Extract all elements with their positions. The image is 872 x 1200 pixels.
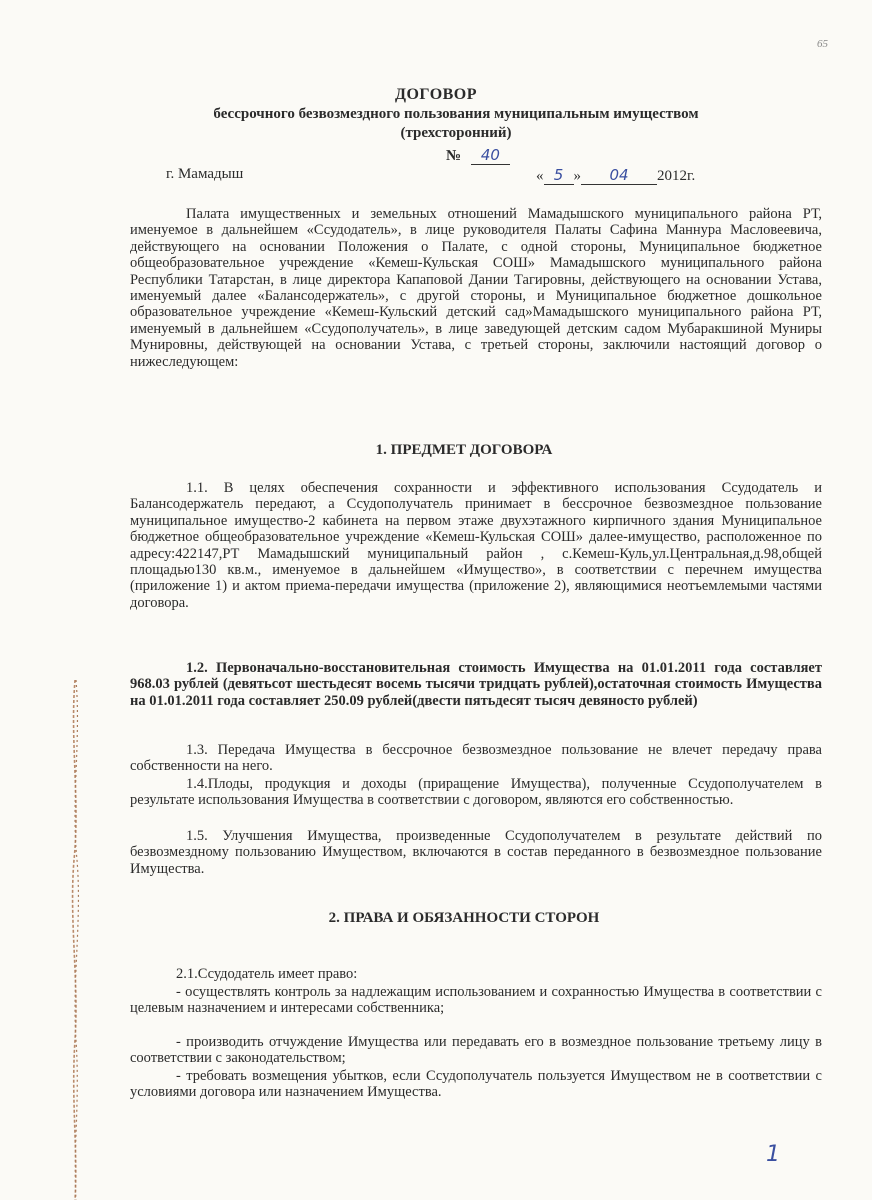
date-close-quote: » <box>573 168 581 184</box>
contract-number <box>446 146 510 165</box>
clause-1-4: 1.4.Плоды, продукция и доходы (приращение Имущества), полученные Ссудополучателем в результате использования Имущества в соответствии с договором, являются его собственностью. <box>130 776 822 809</box>
number-value: 40 <box>471 146 510 165</box>
document-subtitle-type: (трехсторонний) <box>400 125 512 141</box>
date-day: 5 <box>544 166 574 185</box>
date-year: 2012г. <box>657 168 696 184</box>
number-label: № <box>446 148 462 164</box>
clause-1-1: 1.1. В целях обеспечения сохранности и эффективного использования Ссудодатель и Балансодержатель передают, а Ссудополучатель принимает в бессрочное безвозмездное пользование муниципальное имущество-2 кабинета на первом этаже двухэтажного кирпичного здания Муниципальное бюджетное общеобразовательное учреждение «Кемеш-Кульская СОШ» далее-имущество, расположенное по адресу:422147,РТ Мамадышский муниципальный район , с.Кемеш-Куль,ул.Центральная,д.98,общей площадью130 кв.м., именуемое в дальнейшем «Имущество», в соответствии с перечнем имущества (приложение 1) и актом приема-передачи имущества (приложение 2), являющимися неотъемлемыми частями договора. <box>130 480 822 611</box>
document-title: ДОГОВОР <box>394 86 478 103</box>
clause-1-5: 1.5. Улучшения Имущества, произведенные Ссудополучателем в результате действий по безвозмездному пользованию Имуществом, включаются в состав переданного в безвозмездное пользование Имущества. <box>130 828 822 877</box>
corner-mark: 65 <box>817 38 828 50</box>
clause-1-2: 1.2. Первоначально-восстановительная стоимость Имущества на 01.01.2011 года составляет 968.03 рублей (девятьсот шестьдесят восемь тысячи тридцать рублей),остаточная стоимость Имущества на 01.01.2011 года составляет 250.09 рублей(двести пятьдесят тысяч девяносто рублей) <box>130 660 822 709</box>
page-number: 1 <box>766 1142 780 1167</box>
document-subtitle: бессрочного безвозмездного пользования муниципальным имуществом <box>213 106 699 122</box>
date-open-quote: « <box>536 168 544 184</box>
contract-date <box>536 166 695 185</box>
right-item: - требовать возмещения убытков, если Ссудополучатель пользуется Имуществом не в соответствии с условиями договора или назначением Имущества. <box>130 1068 822 1101</box>
right-item: - производить отчуждение Имущества или передавать его в возмездное пользование третьему лицу в соответствии с законодательством; <box>130 1034 822 1067</box>
date-month: 04 <box>581 166 657 185</box>
section-2-title: 2. ПРАВА И ОБЯЗАННОСТИ СТОРОН <box>328 910 600 926</box>
section-1-title: 1. ПРЕДМЕТ ДОГОВОРА <box>375 442 553 458</box>
preamble: Палата имущественных и земельных отношений Мамадышского муниципального района РТ, именуемое в дальнейшем «Ссудодатель», в лице руководителя Палаты Сафина Маннура Масловеевича, действующего на основании Положения о Палате, с одной стороны, Муниципальное бюджетное общеобразовательное учреждение «Кемеш-Кульская СОШ» Мамадышского муниципального района Республики Татарстан, в лице директора Капаповой Дании Тагировны, действующего на основании Устава, именуемый далее «Балансодержатель», с другой стороны, и Муниципальное бюджетное дошкольное образовательное учреждение «Кемеш-Кульский детский сад»Мамадышского муниципального района РТ, именуемый в дальнейшем «Ссудополучатель», в лице заведующей детским садом Мубаракшиной Муниры Мунировны, действующей на основании Устава, с третьей стороны, заключили настоящий договор о нижеследующем: <box>130 206 822 370</box>
clause-1-3: 1.3. Передача Имущества в бессрочное безвозмездное пользование не влечет передачу права собственности на него. <box>130 742 822 775</box>
right-item: - осуществлять контроль за надлежащим использованием и сохранностью Имущества в соответствии с целевым назначением и интересами собственника; <box>130 984 822 1017</box>
clause-2-1: 2.1.Ссудодатель имеет право: <box>176 966 358 982</box>
city: г. Мамадыш <box>166 166 244 182</box>
binding-thread-icon <box>66 680 84 1200</box>
